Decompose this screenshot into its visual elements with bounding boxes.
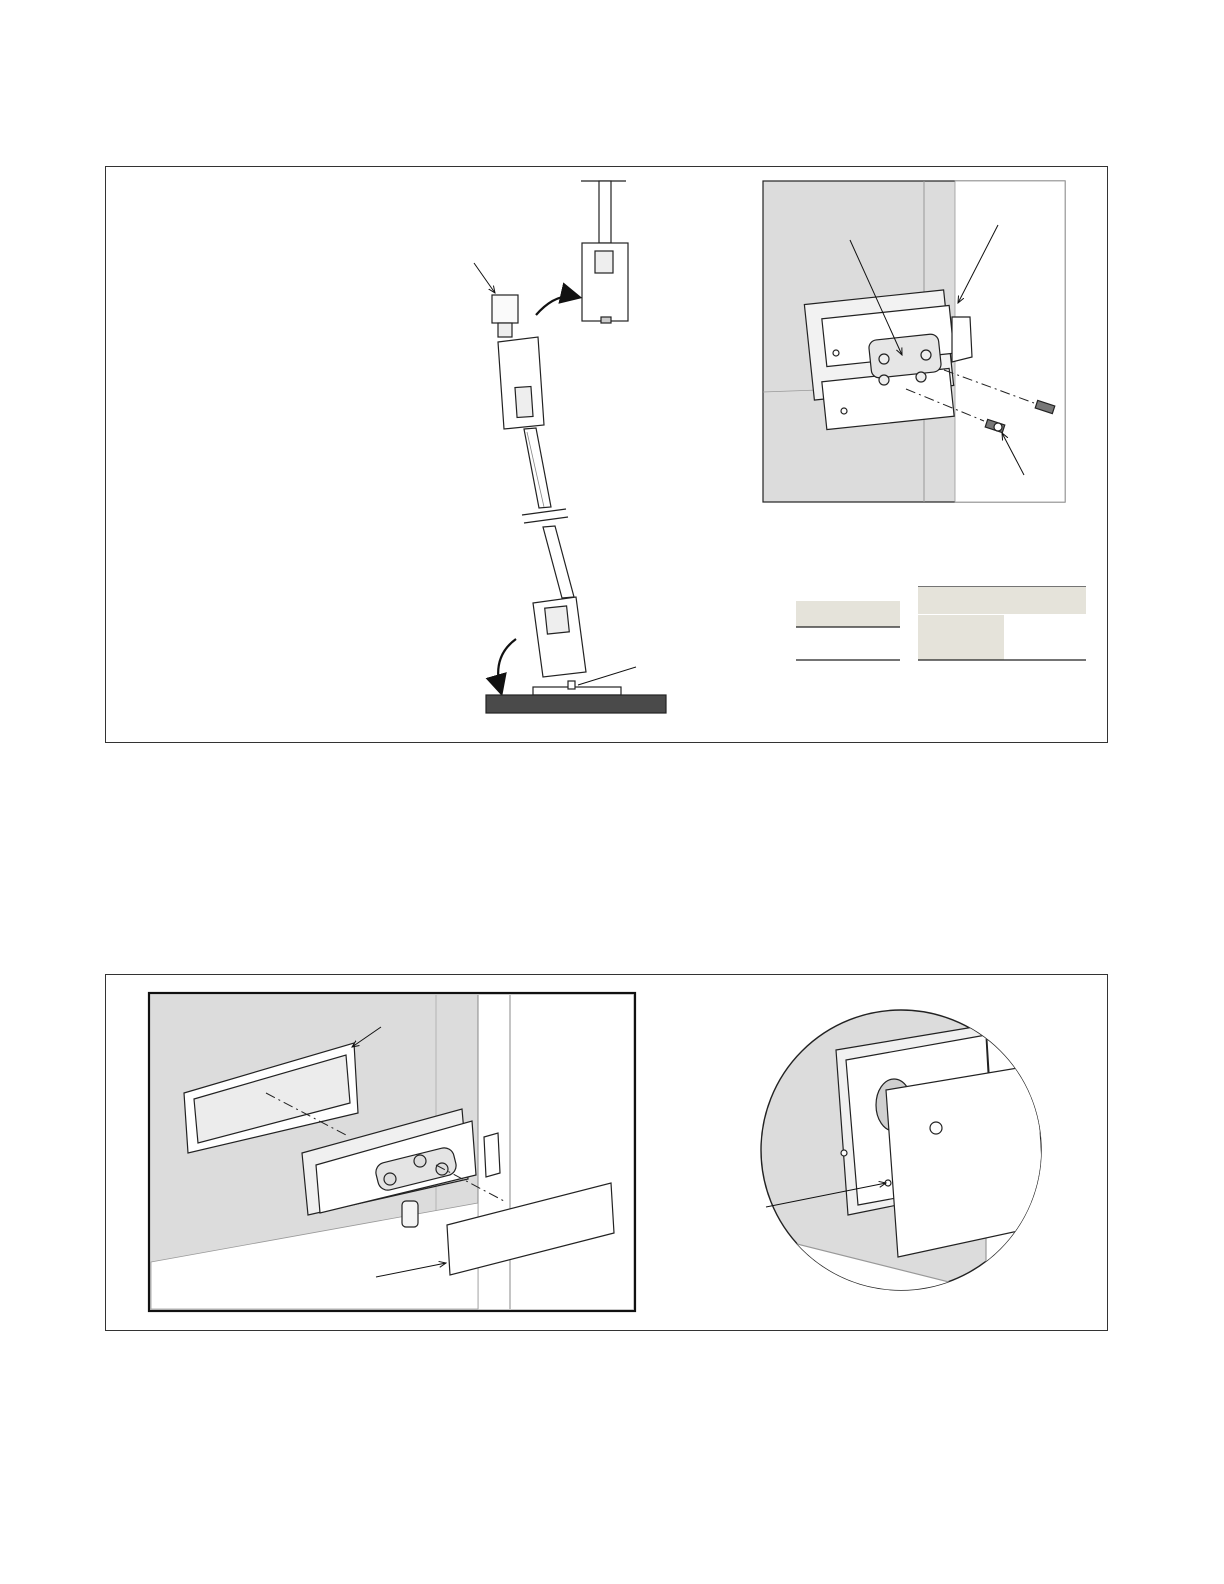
wall-bracket (484, 1133, 500, 1177)
bottom-panel-drawing (106, 975, 1109, 1332)
zoom-detail (761, 1010, 1066, 1332)
floor-pin (568, 681, 575, 689)
wall-bracket (952, 317, 972, 362)
move-arrow-icon (536, 296, 578, 315)
top-figure-panel (105, 166, 1108, 743)
hinge-detail (763, 181, 1065, 502)
zoomed-cover-plate (886, 1065, 1046, 1257)
callout-leader (578, 667, 636, 685)
pivot-cap (492, 295, 518, 323)
bottom-figure-panel (105, 974, 1108, 1331)
spec-table-left (796, 601, 900, 660)
pivot-illustration (474, 181, 666, 713)
floor-slab (486, 695, 666, 713)
patch-assembly (149, 993, 635, 1311)
top-panel-drawing (106, 167, 1109, 744)
callout-leader (474, 263, 495, 293)
rotate-arrow-icon (498, 639, 516, 692)
spec-table-right (918, 587, 1086, 660)
